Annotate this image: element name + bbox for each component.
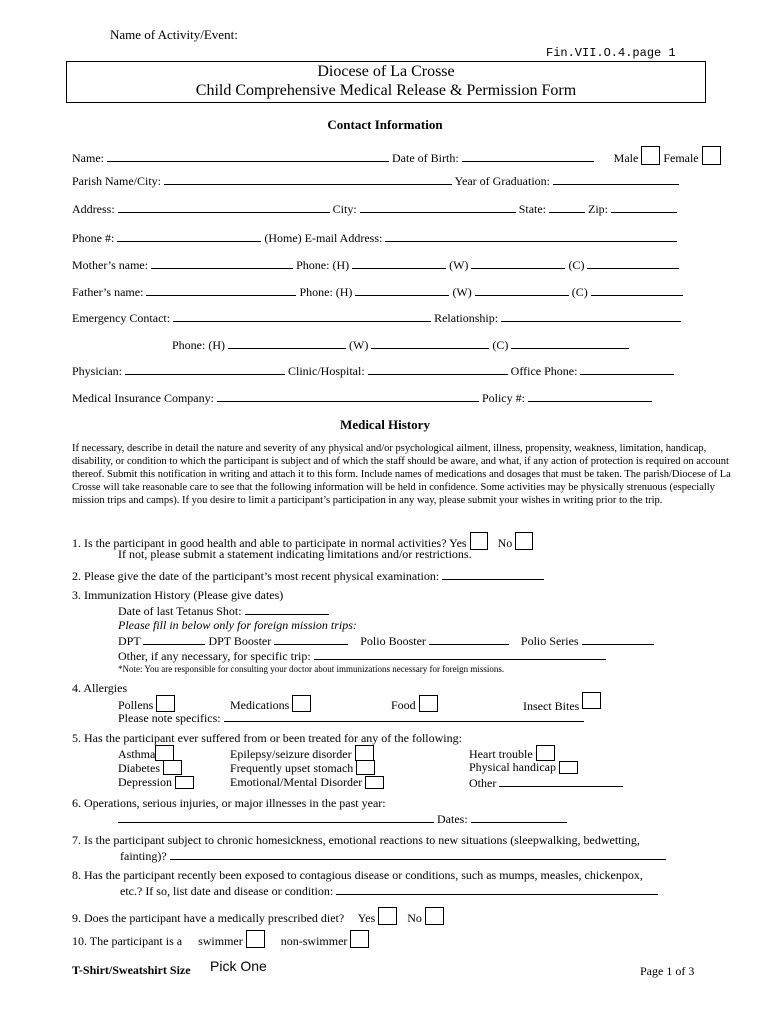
emergency-phone-row <box>172 337 629 353</box>
father-phone-h-field[interactable] <box>355 284 449 296</box>
polio-series-field[interactable] <box>582 633 654 645</box>
name-label: Name: <box>72 151 104 165</box>
mission-note: Please fill in below only for foreign mission trips: <box>118 618 357 632</box>
q2-text: 2. Please give the date of the participant’s most recent physical examination: <box>72 569 440 583</box>
depression-checkbox[interactable] <box>175 776 194 789</box>
mother-phone-w-field[interactable] <box>471 257 565 269</box>
emergency-phone-h-field[interactable] <box>228 337 346 349</box>
q7-cont-label: fainting)? <box>120 849 167 863</box>
q9-yes-checkbox[interactable] <box>378 907 397 925</box>
insurance-label: Medical Insurance Company: <box>72 391 214 405</box>
clinic-label: Clinic/Hospital: <box>288 364 365 378</box>
page-number: Page 1 of 3 <box>640 964 695 978</box>
mother-w-label: (W) <box>449 258 469 272</box>
specifics-row <box>118 710 584 726</box>
emergency-phone-h-label: Phone: (H) <box>172 338 225 352</box>
emergency-label: Emergency Contact: <box>72 311 171 325</box>
name-row <box>72 146 721 166</box>
dpt-booster-field[interactable] <box>274 633 348 645</box>
emotional-checkbox[interactable] <box>365 776 384 789</box>
asthma-checkbox[interactable] <box>155 745 174 761</box>
insurance-field[interactable] <box>217 390 479 402</box>
physical-label: Physical handicap <box>469 760 556 774</box>
clinic-field[interactable] <box>368 363 508 375</box>
dpt-field[interactable] <box>143 633 205 645</box>
swimmer-checkbox[interactable] <box>246 930 265 948</box>
grad-year-label: Year of Graduation: <box>454 174 550 188</box>
q6-dates-label: Dates: <box>437 812 468 826</box>
physician-row <box>72 363 674 379</box>
grad-year-field[interactable] <box>553 173 679 185</box>
state-label: State: <box>518 202 547 216</box>
mother-row <box>72 257 679 273</box>
relationship-field[interactable] <box>501 310 681 322</box>
parish-field[interactable] <box>164 173 452 185</box>
form-title-box <box>66 61 706 103</box>
asthma-label: Asthma <box>118 747 156 761</box>
depression-group <box>118 775 194 790</box>
mother-c-label: (C) <box>568 258 585 272</box>
stomach-group <box>230 760 375 776</box>
mother-label: Mother’s name: <box>72 258 149 272</box>
physical-checkbox[interactable] <box>559 761 578 774</box>
q9-no-label: No <box>407 911 422 925</box>
emotional-label: Emotional/Mental Disorder <box>230 775 363 789</box>
dpt-booster-label: DPT Booster <box>208 634 272 648</box>
epilepsy-label: Epilepsy/seizure disorder <box>230 747 352 761</box>
phone-row <box>72 230 677 246</box>
address-label: Address: <box>72 202 115 216</box>
father-phone-h-label: Phone: (H) <box>299 285 353 299</box>
food-label: Food <box>391 698 416 712</box>
immunization-note: *Note: You are responsible for consulting your doctor about immunizations necessary for foreign missions. <box>118 664 505 674</box>
q1-sub: If not, please submit a statement indicating limitations and/or restrictions. <box>118 547 472 561</box>
medical-intro: If necessary, describe in detail the nature and severity of any physical and/or psychological ailment, illness, propensity, weakness, limitation, handicap, disability, or condition to which the participant is subject and of which the staff should be aware, and what, if any action of protection is required on account thereof. Submit this notification in writing and attach it to this form. Include names of medications and dosages that must be taken. The parish/Diocese of La Crosse will take reasonable care to see that the following information will be held in confidence. Some activities may be physically strenuous (especially mission trips and camps). If you desire to limit a participant’s participation in any way, please submit your wishes in writing prior to the trip. <box>72 443 731 506</box>
diabetes-checkbox[interactable] <box>163 760 182 775</box>
org-name: Diocese of La Crosse <box>317 63 455 80</box>
q7-cont-row <box>120 848 666 864</box>
q9-yes-label: Yes <box>357 911 376 925</box>
mother-phone-h-field[interactable] <box>352 257 446 269</box>
dpt-label: DPT <box>118 634 141 648</box>
insurance-row <box>72 390 652 406</box>
emergency-phone-w-field[interactable] <box>371 337 489 349</box>
pollens-label: Pollens <box>118 698 154 712</box>
q9-no-checkbox[interactable] <box>425 907 444 925</box>
stomach-label: Frequently upset stomach <box>230 761 354 775</box>
q1-no-label: No <box>497 536 513 550</box>
relationship-label: Relationship: <box>434 311 499 325</box>
father-label: Father’s name: <box>72 285 144 299</box>
policy-label: Policy #: <box>481 391 525 405</box>
emergency-row <box>72 310 681 326</box>
emotional-group <box>230 775 384 790</box>
q3-text: 3. Immunization History (Please give dates) <box>72 588 284 602</box>
contact-heading: Contact Information <box>327 117 443 132</box>
nonswimmer-checkbox[interactable] <box>350 930 369 948</box>
parish-label: Parish Name/City: <box>72 174 161 188</box>
dob-field[interactable] <box>462 150 594 162</box>
diabetes-group <box>118 760 182 776</box>
q10-row <box>72 930 369 949</box>
male-label: Male <box>613 151 639 165</box>
father-phone-c-field[interactable] <box>591 284 683 296</box>
diabetes-label: Diabetes <box>118 761 160 775</box>
address-field[interactable] <box>118 201 330 213</box>
emergency-c-label: (C) <box>492 338 509 352</box>
q6-field[interactable] <box>118 811 434 823</box>
female-checkbox[interactable] <box>702 146 721 165</box>
physical-group <box>469 760 578 775</box>
specifics-field[interactable] <box>224 710 584 722</box>
father-w-label: (W) <box>452 285 472 299</box>
stomach-checkbox[interactable] <box>356 760 375 775</box>
q8-cont-label: etc.? If so, list date and disease or condition: <box>120 884 334 898</box>
tetanus-field[interactable] <box>245 603 329 615</box>
q10-text: 10. The participant is a <box>72 934 183 948</box>
nonswimmer-label: non-swimmer <box>280 934 348 948</box>
physician-label: Physician: <box>72 364 122 378</box>
form-title: Child Comprehensive Medical Release & Permission Form <box>195 82 577 99</box>
polio-series-label: Polio Series <box>520 634 579 648</box>
q8-field[interactable] <box>336 883 658 895</box>
q6-text: 6. Operations, serious injuries, or major illnesses in the past year: <box>72 796 386 810</box>
address-row <box>72 201 677 217</box>
other-specific-label: Other, if any necessary, for specific trip: <box>118 649 311 663</box>
female-label: Female <box>663 151 699 165</box>
emergency-field[interactable] <box>173 310 431 322</box>
q5-text: 5. Has the participant ever suffered from or been treated for any of the following: <box>72 731 462 745</box>
polio-booster-field[interactable] <box>429 633 509 645</box>
q8-text: 8. Has the participant recently been exposed to contagious disease or conditions, such as mumps, measles, chickenpox, <box>72 868 643 882</box>
insect-label: Insect Bites <box>523 699 580 713</box>
father-c-label: (C) <box>571 285 588 299</box>
mother-field[interactable] <box>151 257 293 269</box>
tetanus-row <box>118 603 329 619</box>
q1-yes-label: Yes <box>449 536 467 550</box>
q6-dates-field[interactable] <box>471 811 567 823</box>
heart-label: Heart trouble <box>469 747 533 761</box>
city-field[interactable] <box>360 201 516 213</box>
phone-field[interactable] <box>117 230 261 242</box>
q7-field[interactable] <box>170 848 666 860</box>
shirt-size-label: T-Shirt/Sweatshirt Size <box>72 963 191 977</box>
office-phone-label: Office Phone: <box>510 364 578 378</box>
father-phone-w-field[interactable] <box>475 284 569 296</box>
male-checkbox[interactable] <box>641 146 660 165</box>
depression-label: Depression <box>118 775 172 789</box>
mother-phone-c-field[interactable] <box>587 257 679 269</box>
q4-text: 4. Allergies <box>72 681 128 695</box>
q9-text: 9. Does the participant have a medically prescribed diet? <box>72 911 345 925</box>
q6-answer-row <box>118 811 567 827</box>
medications-label: Medications <box>230 698 290 712</box>
other-specific-field[interactable] <box>314 648 606 660</box>
epilepsy-checkbox[interactable] <box>355 745 374 761</box>
other-specific-row <box>118 648 606 664</box>
q1-no-checkbox[interactable] <box>515 532 533 550</box>
q2-field[interactable] <box>442 568 544 580</box>
polio-booster-label: Polio Booster <box>360 634 426 648</box>
city-label: City: <box>332 202 357 216</box>
zip-label: Zip: <box>588 202 609 216</box>
mother-phone-h-label: Phone: (H) <box>296 258 350 272</box>
father-field[interactable] <box>146 284 296 296</box>
dob-label: Date of Birth: <box>392 151 459 165</box>
q9-row <box>72 907 444 926</box>
page-code: Fin.VII.O.4.page 1 <box>546 46 676 60</box>
name-field[interactable] <box>107 150 389 162</box>
q1-text: 1. Is the participant in good health and able to participate in normal activities? <box>72 536 447 550</box>
q8-cont-row <box>120 883 658 899</box>
other-label: Other <box>469 776 497 790</box>
dpt-row <box>118 633 654 649</box>
parish-row <box>72 173 679 189</box>
policy-field[interactable] <box>528 390 652 402</box>
q2-row <box>72 568 544 584</box>
father-row <box>72 284 683 300</box>
specifics-label: Please note specifics: <box>118 711 221 725</box>
email-label: (Home) E-mail Address: <box>264 231 383 245</box>
office-phone-field[interactable] <box>580 363 674 375</box>
activity-label: Name of Activity/Event: <box>110 27 238 42</box>
other-group <box>469 775 623 791</box>
email-field[interactable] <box>385 230 677 242</box>
emergency-w-label: (W) <box>349 338 369 352</box>
heart-checkbox[interactable] <box>536 745 555 761</box>
emergency-phone-c-field[interactable] <box>511 337 629 349</box>
zip-field[interactable] <box>611 201 677 213</box>
q7-text: 7. Is the participant subject to chronic homesickness, emotional reactions to new situations (sleepwalking, bedwetting, <box>72 833 640 847</box>
q1-yes-checkbox[interactable] <box>470 532 488 550</box>
insect-checkbox[interactable] <box>582 692 601 709</box>
phone-label: Phone #: <box>72 231 115 245</box>
state-field[interactable] <box>549 201 585 213</box>
tetanus-label: Date of last Tetanus Shot: <box>118 604 242 618</box>
medical-heading: Medical History <box>340 417 430 432</box>
shirt-size-select[interactable]: Pick One <box>210 958 267 974</box>
physician-field[interactable] <box>125 363 285 375</box>
swimmer-label: swimmer <box>198 934 243 948</box>
other-field[interactable] <box>499 775 623 787</box>
